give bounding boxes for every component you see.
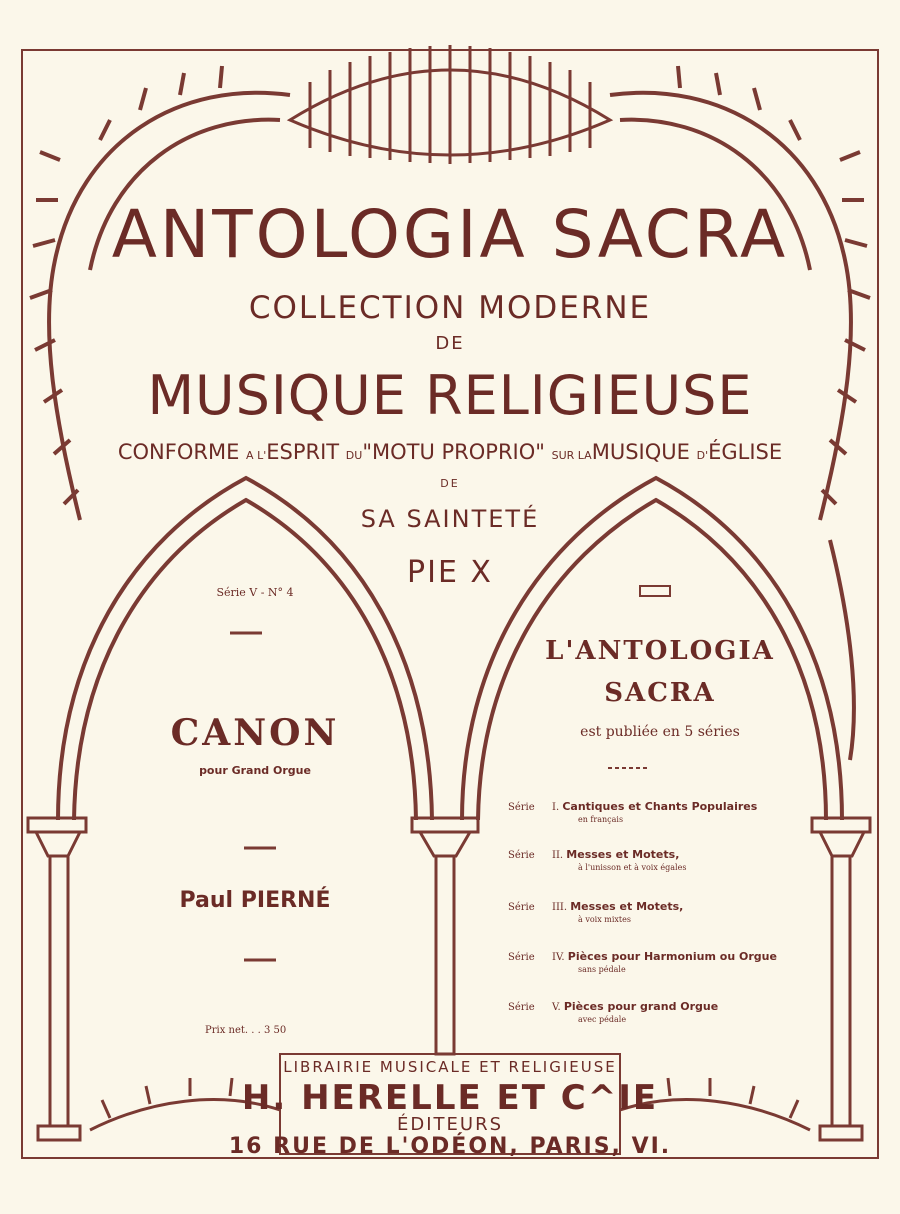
publisher-editeurs: ÉDITEURS xyxy=(396,1114,504,1135)
series-item: Série IV. Pièces pour Harmonium ou Orgue sans pédale xyxy=(508,950,777,974)
pope-name: PIE X xyxy=(407,555,493,590)
series-item: Série V. Pièces pour grand Orgue avec pédale xyxy=(508,1000,719,1024)
publisher-line-1: LIBRAIRIE MUSICALE ET RELIGIEUSE xyxy=(283,1058,617,1076)
page-title: ANTOLOGIA SACRA xyxy=(111,196,789,273)
conformity-line: CONFORME A L'ESPRIT DU"MOTU PROPRIO" SUR LAMUSIQUE D'ÉGLISE xyxy=(117,440,783,464)
publisher-address: 16 RUE DE L'ODÉON, PARIS, VI. xyxy=(228,1134,672,1159)
series-item: Série III. Messes et Motets, à voix mixtes xyxy=(508,900,684,924)
work-title: CANON xyxy=(170,712,340,754)
right-heading-2: SACRA xyxy=(604,678,716,708)
series-item: Série I. Cantiques et Chants Populaires en français xyxy=(508,800,758,824)
subtitle-de: DE xyxy=(435,333,465,354)
subtitle-musique: MUSIQUE RELIGIEUSE xyxy=(147,364,753,427)
published-note: est publiée en 5 séries xyxy=(580,724,740,740)
publisher-name: H. HERELLE ET C^IE xyxy=(241,1078,659,1118)
work-subtitle: pour Grand Orgue xyxy=(199,764,311,777)
composer-name: Paul PIERNÉ xyxy=(179,888,331,913)
saintete-label: SA SAINTETÉ xyxy=(360,505,540,533)
subtitle-collection: COLLECTION MODERNE xyxy=(248,290,652,326)
organ-pipes-icon xyxy=(290,45,610,164)
serie-number: Série V - N° 4 xyxy=(216,586,294,599)
price-label: Prix net. . . 3 50 xyxy=(205,1025,287,1036)
series-item: Série II. Messes et Motets, à l'unisson et à voix égales xyxy=(508,848,687,872)
right-heading-1: L'ANTOLOGIA xyxy=(545,636,775,666)
de-label: DE xyxy=(440,477,460,490)
